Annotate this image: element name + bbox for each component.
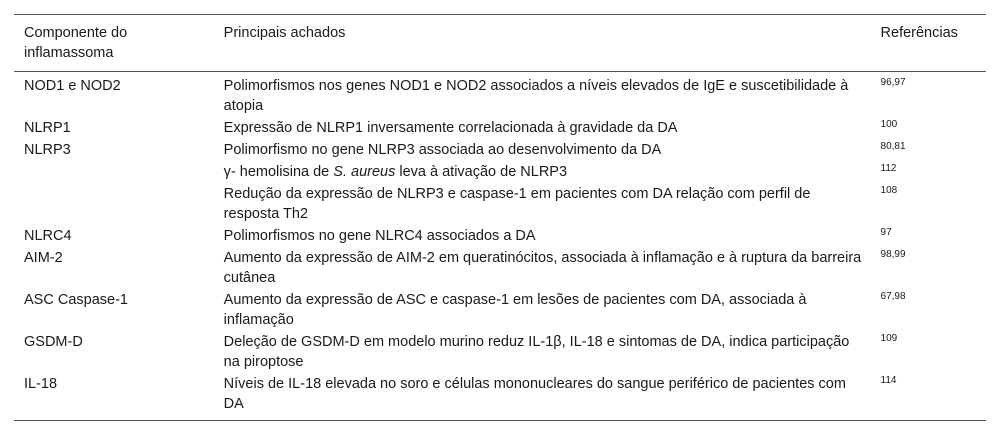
cell-reference xyxy=(871,289,986,331)
cell-component: AIM-2 xyxy=(24,250,63,266)
reference-superscript: 98,99 xyxy=(880,249,906,260)
cell-finding: Níveis de IL-18 elevada no soro e células mononucleares do sangue periférico de pacientes com DA xyxy=(214,373,871,421)
cell-finding: Expressão de NLRP1 inversamente correlacionada à gravidade da DA xyxy=(223,120,678,136)
table-row xyxy=(14,183,986,225)
cell-finding xyxy=(214,161,871,183)
reference-superscript: 100 xyxy=(880,119,898,130)
cell-finding: Aumento da expressão de AIM-2 em queratinócitos, associada à inflamação e à ruptura da barreira cutânea xyxy=(223,250,862,286)
cell-reference xyxy=(871,139,986,161)
finding-text-post: leva à ativação de NLRP3 xyxy=(395,164,568,180)
cell-component: GSDM-D xyxy=(24,334,83,350)
reference-superscript: 97 xyxy=(880,227,892,238)
cell-component: NOD1 e NOD2 xyxy=(24,78,121,94)
table-row xyxy=(14,72,986,118)
cell-finding: Redução da expressão de NLRP3 e caspase-1 em pacientes com DA relação com perfil de resposta Th2 xyxy=(223,186,811,222)
finding-text-pre: γ- hemolisina de xyxy=(223,164,334,180)
cell-finding: Polimorfismos nos genes NOD1 e NOD2 associados a níveis elevados de IgE e suscetibilidade à atopia xyxy=(223,78,849,114)
cell-component xyxy=(14,183,214,225)
cell-reference xyxy=(871,247,986,289)
cell-finding: Aumento da expressão de ASC e caspase-1 em lesões de pacientes com DA, associada à inflamação xyxy=(223,292,807,328)
table-row xyxy=(14,161,986,183)
header-references: Referências xyxy=(871,15,986,72)
cell-reference xyxy=(871,225,986,247)
cell-finding: Deleção de GSDM-D em modelo murino reduz IL-1β, IL-18 e sintomas de DA, indica participação na piroptose xyxy=(223,334,850,370)
cell-reference xyxy=(871,331,986,373)
cell-reference xyxy=(871,72,986,118)
header-component: Componente do inflamassoma xyxy=(14,15,214,72)
cell-component xyxy=(14,161,214,183)
cell-component: IL-18 xyxy=(14,373,214,421)
cell-reference xyxy=(871,183,986,225)
table-row xyxy=(14,139,986,161)
species-name: S. aureus xyxy=(333,164,396,180)
table-row xyxy=(14,373,986,421)
cell-finding: Polimorfismos no gene NLRC4 associados a DA xyxy=(223,228,536,244)
cell-reference xyxy=(871,161,986,183)
inflammasome-table xyxy=(14,14,986,421)
cell-component: NLRC4 xyxy=(24,228,72,244)
reference-superscript: 114 xyxy=(880,375,897,386)
reference-superscript: 108 xyxy=(880,185,898,196)
cell-component: NLRP3 xyxy=(24,142,71,158)
table-row xyxy=(14,331,986,373)
cell-reference xyxy=(871,373,986,421)
table-row xyxy=(14,117,986,139)
cell-component: NLRP1 xyxy=(24,120,71,136)
table-row xyxy=(14,225,986,247)
reference-superscript: 112 xyxy=(880,163,897,174)
cell-finding: Polimorfismo no gene NLRP3 associada ao desenvolvimento da DA xyxy=(223,142,662,158)
reference-superscript: 80,81 xyxy=(880,141,906,152)
cell-component: ASC Caspase-1 xyxy=(24,292,128,308)
header-findings: Principais achados xyxy=(214,15,871,72)
table-row xyxy=(14,289,986,331)
table-row xyxy=(14,247,986,289)
reference-superscript: 109 xyxy=(880,333,898,344)
reference-superscript: 67,98 xyxy=(880,291,906,302)
cell-reference xyxy=(871,117,986,139)
reference-superscript: 96,97 xyxy=(880,77,906,88)
header-row xyxy=(14,15,986,72)
